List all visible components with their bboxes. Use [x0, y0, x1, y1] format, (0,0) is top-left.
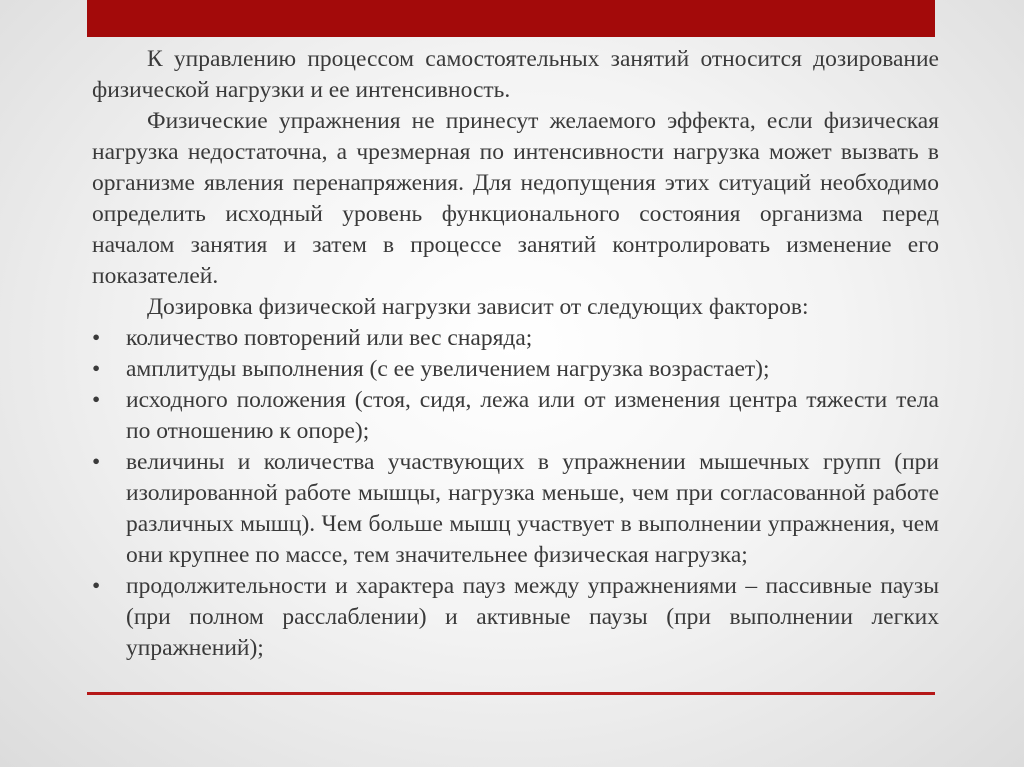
bullet-icon: •	[92, 573, 101, 599]
paragraph-dosage-factors: Дозировка физической нагрузки зависит от следующих факторов:	[147, 294, 809, 320]
list-item-text: исходного положения (стоя, сидя, лежа или от изменения центра тяжести тела по отношению к опоре);	[126, 387, 939, 444]
factors-list	[92, 323, 939, 664]
bullet-icon: •	[92, 449, 101, 475]
list-item	[92, 571, 939, 664]
list-item	[92, 354, 939, 385]
paragraph-exercise-effect: Физические упражнения не принесут желаемого эффекта, если физическая нагрузка недостаточна, а чрезмерная по интенсивности нагрузка может вызвать в организме явления перенапряжения. Для недопущения этих ситуаций необходимо определить исходный уровень функционального состояния организма перед началом занятия и затем в процессе занятий контролировать изменение его показателей.	[92, 108, 939, 289]
bullet-icon: •	[92, 387, 101, 413]
bullet-icon: •	[92, 325, 101, 351]
list-item-text: величины и количества участвующих в упражнении мышечных групп (при изолированной работе мышцы, нагрузка меньше, чем при согласованной работе различных мышц). Чем больше мышц участвует в выполнении упражнения, чем они крупнее по массе, тем значительнее физическая нагрузка;	[126, 449, 939, 568]
bottom-accent-line	[87, 692, 935, 695]
list-item	[92, 323, 939, 354]
paragraph-intro: К управлению процессом самостоятельных занятий относится дозирование физической нагрузки и ее интенсивность.	[92, 46, 939, 103]
list-item-text: количество повторений или вес снаряда;	[126, 325, 533, 351]
list-item	[92, 385, 939, 447]
list-item-text: продолжительности и характера пауз между упражнениями – пассивные паузы (при полном расслаблении) и активные паузы (при выполнении легких упражнений);	[126, 573, 939, 661]
top-accent-bar	[87, 0, 935, 37]
slide-text	[92, 44, 939, 664]
list-item-text: амплитуды выполнения (с ее увеличением нагрузка возрастает);	[126, 356, 770, 382]
list-item	[92, 447, 939, 571]
bullet-icon: •	[92, 356, 101, 382]
